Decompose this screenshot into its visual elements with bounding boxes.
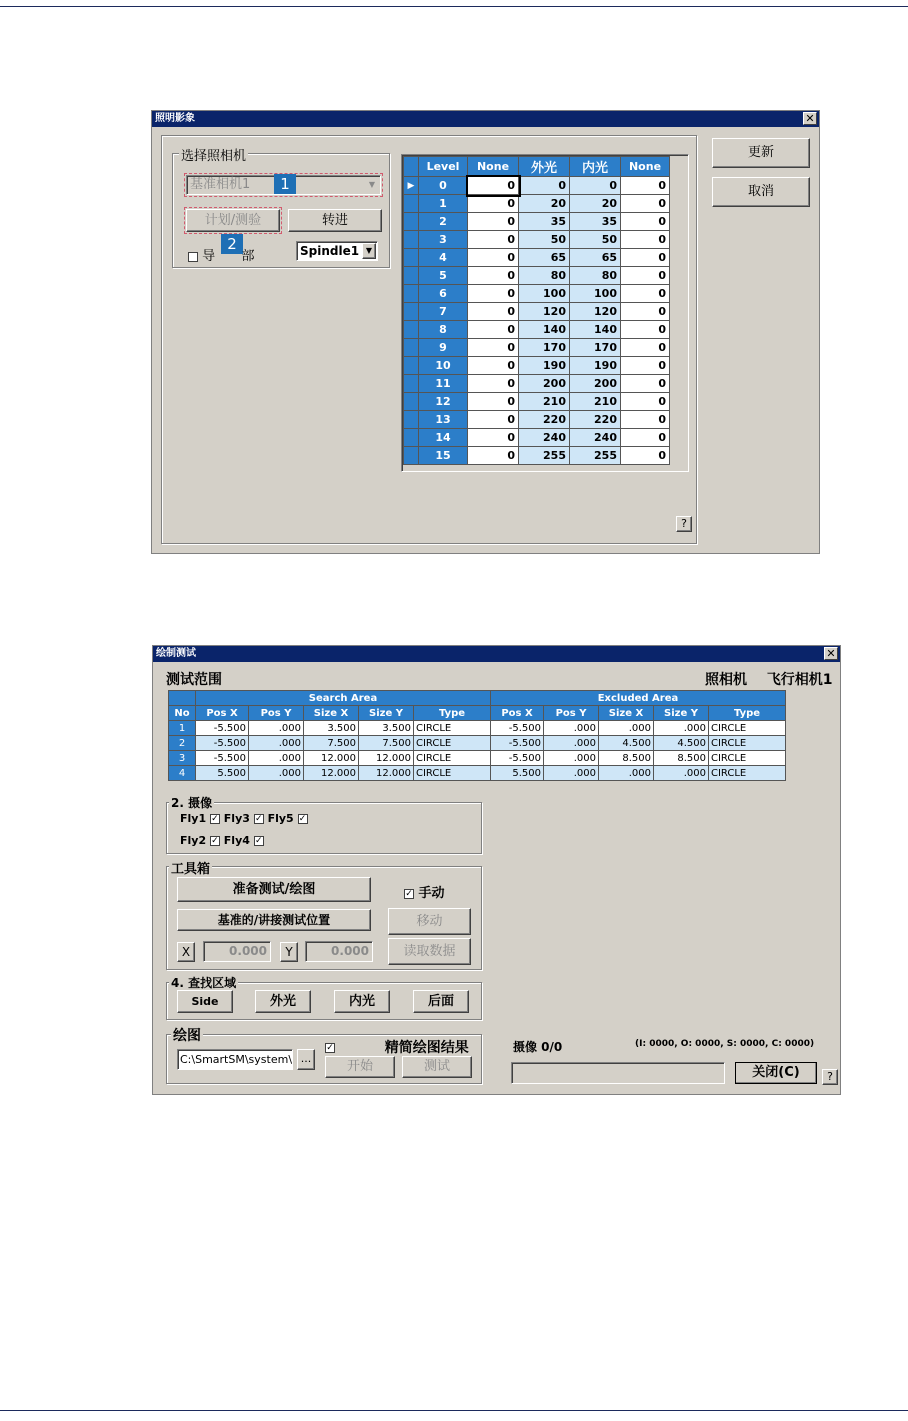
close-button[interactable]: 关闭(C): [735, 1062, 817, 1084]
value-cell[interactable]: 120: [519, 303, 570, 321]
value-cell[interactable]: 170: [570, 339, 621, 357]
row-indicator: [404, 447, 419, 465]
value-cell[interactable]: 0: [468, 321, 519, 339]
value-cell[interactable]: 200: [519, 375, 570, 393]
value-cell[interactable]: 0: [468, 195, 519, 213]
data-cell[interactable]: .000: [544, 766, 599, 781]
level-cell: 12: [419, 393, 468, 411]
table-row[interactable]: [169, 751, 786, 766]
value-cell[interactable]: 0: [468, 339, 519, 357]
table-row[interactable]: [404, 357, 670, 375]
data-cell[interactable]: .000: [599, 721, 654, 736]
value-cell[interactable]: 0: [621, 411, 670, 429]
dialog-title: 照明影象: [155, 113, 195, 124]
table-row[interactable]: [404, 429, 670, 447]
data-cell[interactable]: 7.500: [304, 736, 359, 751]
move-button[interactable]: 移动: [388, 908, 471, 935]
data-cell[interactable]: .000: [654, 721, 709, 736]
level-cell: 5: [419, 267, 468, 285]
import-label-suffix: 部: [241, 249, 255, 264]
x-label: X: [177, 942, 195, 962]
row-indicator: [404, 249, 419, 267]
row-indicator: [404, 339, 419, 357]
value-cell[interactable]: 0: [621, 303, 670, 321]
level-cell: 15: [419, 447, 468, 465]
level-cell: 7: [419, 303, 468, 321]
advance-button[interactable]: 转进: [288, 209, 382, 232]
value-cell[interactable]: 0: [519, 177, 570, 195]
row-indicator: [404, 285, 419, 303]
row-number-cell: 4: [169, 766, 196, 781]
table-row[interactable]: [169, 766, 786, 781]
col-header: No: [169, 706, 196, 721]
value-cell[interactable]: 0: [621, 249, 670, 267]
outer-light-button[interactable]: 外光: [255, 990, 311, 1013]
value-cell[interactable]: 20: [570, 195, 621, 213]
spindle-select[interactable]: [296, 241, 378, 261]
level-cell: 8: [419, 321, 468, 339]
inner-light-button[interactable]: 内光: [334, 990, 390, 1013]
fly2-label: Fly2: [180, 834, 207, 847]
toolbox-group-label: 工具箱: [169, 858, 212, 877]
row-pointer-icon: ▶: [404, 177, 419, 195]
table-row[interactable]: [169, 721, 786, 736]
progress-bar: [511, 1062, 725, 1084]
prepare-test-button[interactable]: 准备测试/绘图: [177, 877, 371, 902]
lighting-dialog: [151, 110, 820, 554]
col-header: Size X: [599, 706, 654, 721]
value-cell[interactable]: 0: [621, 321, 670, 339]
value-cell[interactable]: 100: [570, 285, 621, 303]
draw-test-dialog: [152, 645, 841, 1095]
col-header: Pos X: [196, 706, 249, 721]
data-cell[interactable]: CIRCLE: [709, 766, 786, 781]
value-cell[interactable]: 190: [570, 357, 621, 375]
value-cell[interactable]: 0: [468, 303, 519, 321]
close-icon[interactable]: ✕: [824, 647, 838, 660]
row-indicator: [404, 195, 419, 213]
fly4-checkbox[interactable]: ✓: [254, 836, 263, 846]
data-cell[interactable]: CIRCLE: [414, 751, 491, 766]
row-indicator: [404, 231, 419, 249]
data-cell[interactable]: 3.500: [359, 721, 414, 736]
value-cell[interactable]: 0: [468, 429, 519, 447]
fly2-checkbox[interactable]: ✓: [211, 836, 219, 846]
cancel-button[interactable]: 取消: [712, 177, 810, 207]
row-indicator: [404, 321, 419, 339]
manual-label: 手动: [418, 886, 445, 901]
data-cell[interactable]: 8.500: [599, 751, 654, 766]
level-cell: 11: [419, 375, 468, 393]
import-row: [188, 245, 254, 264]
data-cell[interactable]: -5.500: [196, 736, 249, 751]
side-button[interactable]: Side: [177, 990, 233, 1013]
level-cell: 2: [419, 213, 468, 231]
fly4-label: Fly4: [223, 834, 250, 847]
row-number-cell: 2: [169, 736, 196, 751]
table-row[interactable]: [404, 411, 670, 429]
value-cell[interactable]: 20: [519, 195, 570, 213]
value-cell[interactable]: 0: [621, 357, 670, 375]
data-cell[interactable]: 5.500: [491, 766, 544, 781]
start-button[interactable]: 开始: [325, 1056, 395, 1078]
value-cell[interactable]: 0: [468, 393, 519, 411]
data-cell[interactable]: 12.000: [359, 751, 414, 766]
help-icon[interactable]: ?: [822, 1069, 838, 1085]
value-cell[interactable]: 0: [621, 285, 670, 303]
col-header: Size X: [304, 706, 359, 721]
row-indicator: [404, 357, 419, 375]
plan-test-button[interactable]: 计划/测验: [186, 209, 280, 232]
fly1-checkbox[interactable]: ✓: [211, 814, 219, 824]
value-cell[interactable]: 0: [621, 213, 670, 231]
data-cell[interactable]: -5.500: [491, 751, 544, 766]
simplify-row: [325, 1037, 469, 1057]
col-header: Size Y: [654, 706, 709, 721]
data-cell[interactable]: .000: [249, 736, 304, 751]
dialog-title: 绘制测试: [156, 648, 196, 659]
update-button[interactable]: 更新: [712, 138, 810, 168]
data-cell[interactable]: .000: [544, 736, 599, 751]
table-row[interactable]: [169, 736, 786, 751]
col-header: Type: [709, 706, 786, 721]
camera-group-label: 选择照相机: [179, 145, 248, 164]
value-cell[interactable]: 65: [519, 249, 570, 267]
value-cell[interactable]: 0: [621, 447, 670, 465]
data-cell[interactable]: -5.500: [491, 736, 544, 751]
value-cell[interactable]: 35: [519, 213, 570, 231]
col-header: Level: [419, 157, 468, 177]
simplify-label: 精简绘图结果: [384, 1040, 469, 1056]
row-indicator: [404, 213, 419, 231]
test-button[interactable]: 测试: [402, 1056, 472, 1078]
fly-row-2: [180, 834, 264, 847]
fly-row-1: [180, 812, 308, 825]
top-rule: [0, 6, 908, 7]
value-cell[interactable]: 240: [519, 429, 570, 447]
level-cell: 1: [419, 195, 468, 213]
range-label: 测试范围: [166, 672, 222, 688]
value-cell[interactable]: 0: [468, 267, 519, 285]
x-input[interactable]: 0.000: [203, 941, 271, 962]
fly1-label: Fly1: [180, 812, 207, 825]
data-cell[interactable]: CIRCLE: [414, 736, 491, 751]
data-cell[interactable]: .000: [544, 751, 599, 766]
col-header: Size Y: [359, 706, 414, 721]
base-position-button[interactable]: 基准的/讲接测试位置: [177, 909, 371, 931]
data-cell[interactable]: -5.500: [196, 721, 249, 736]
table-row[interactable]: [404, 393, 670, 411]
data-cell[interactable]: CIRCLE: [709, 721, 786, 736]
data-cell[interactable]: CIRCLE: [709, 736, 786, 751]
data-cell[interactable]: -5.500: [196, 751, 249, 766]
camera-label: [705, 669, 833, 689]
fly3-label: Fly3: [223, 812, 250, 825]
value-cell[interactable]: 200: [570, 375, 621, 393]
chevron-down-icon: ▼: [368, 180, 376, 189]
value-cell[interactable]: 0: [621, 195, 670, 213]
value-cell[interactable]: 0: [621, 393, 670, 411]
value-cell[interactable]: 0: [621, 177, 670, 195]
value-cell[interactable]: 0: [621, 231, 670, 249]
value-cell[interactable]: 140: [519, 321, 570, 339]
import-label: 导: [202, 249, 216, 264]
row-indicator: [404, 393, 419, 411]
table-row[interactable]: [404, 303, 670, 321]
value-cell[interactable]: 0: [468, 231, 519, 249]
fly5-checkbox[interactable]: ✓: [298, 814, 307, 824]
close-icon[interactable]: ✕: [803, 112, 817, 125]
light-level-table: [403, 156, 670, 465]
row-indicator: [404, 375, 419, 393]
search-area-header: Search Area: [196, 691, 491, 706]
camera-value: 飞行相机1: [766, 672, 833, 688]
col-header: None: [621, 157, 670, 177]
table-corner: [404, 157, 419, 177]
data-cell[interactable]: CIRCLE: [414, 766, 491, 781]
table-corner: [169, 691, 196, 706]
col-header: Pos Y: [249, 706, 304, 721]
value-cell[interactable]: 50: [570, 231, 621, 249]
value-cell[interactable]: 120: [570, 303, 621, 321]
value-cell[interactable]: 100: [519, 285, 570, 303]
value-cell[interactable]: 50: [519, 231, 570, 249]
path-input[interactable]: C:\SmartSM\system\: [177, 1049, 293, 1070]
table-row[interactable]: [404, 195, 670, 213]
data-cell[interactable]: .000: [249, 721, 304, 736]
read-data-button[interactable]: 读取数据: [388, 938, 471, 965]
data-cell[interactable]: 4.500: [654, 736, 709, 751]
value-cell[interactable]: 255: [570, 447, 621, 465]
level-cell: 3: [419, 231, 468, 249]
level-cell: 6: [419, 285, 468, 303]
value-cell[interactable]: 240: [570, 429, 621, 447]
bottom-rule: [0, 1410, 908, 1411]
chevron-down-icon[interactable]: ▼: [362, 243, 376, 259]
table-row[interactable]: [404, 339, 670, 357]
value-cell[interactable]: 65: [570, 249, 621, 267]
value-cell[interactable]: 210: [519, 393, 570, 411]
value-cell[interactable]: 0: [468, 447, 519, 465]
data-cell[interactable]: 7.500: [359, 736, 414, 751]
value-cell[interactable]: 0: [468, 177, 519, 195]
col-header: Pos Y: [544, 706, 599, 721]
data-cell[interactable]: 3.500: [304, 721, 359, 736]
data-cell[interactable]: .000: [249, 766, 304, 781]
value-cell[interactable]: 0: [468, 357, 519, 375]
camera-select-value: 基准相机1: [190, 177, 251, 192]
value-cell[interactable]: 210: [570, 393, 621, 411]
col-header: 外光: [519, 157, 570, 177]
row-indicator: [404, 267, 419, 285]
value-cell[interactable]: 0: [621, 339, 670, 357]
level-cell: 13: [419, 411, 468, 429]
value-cell[interactable]: 0: [621, 429, 670, 447]
table-row[interactable]: [404, 285, 670, 303]
level-cell: 0: [419, 177, 468, 195]
dialog-titlebar: [153, 646, 840, 662]
y-label: Y: [280, 942, 298, 962]
data-cell[interactable]: .000: [544, 721, 599, 736]
value-cell[interactable]: 0: [621, 375, 670, 393]
table-row[interactable]: [404, 249, 670, 267]
level-cell: 9: [419, 339, 468, 357]
data-cell[interactable]: 5.500: [196, 766, 249, 781]
value-cell[interactable]: 140: [570, 321, 621, 339]
camera-caption: 照相机: [705, 672, 747, 688]
table-row[interactable]: [404, 213, 670, 231]
excluded-area-header: Excluded Area: [491, 691, 786, 706]
value-cell[interactable]: 190: [519, 357, 570, 375]
value-cell[interactable]: 80: [570, 267, 621, 285]
value-cell[interactable]: 0: [468, 249, 519, 267]
value-cell[interactable]: 220: [570, 411, 621, 429]
level-cell: 4: [419, 249, 468, 267]
manual-row: [404, 882, 445, 901]
data-cell[interactable]: 8.500: [654, 751, 709, 766]
value-cell[interactable]: 0: [468, 213, 519, 231]
value-cell[interactable]: 220: [519, 411, 570, 429]
table-row[interactable]: [404, 177, 670, 195]
table-row[interactable]: [404, 375, 670, 393]
data-cell[interactable]: CIRCLE: [414, 721, 491, 736]
table-row[interactable]: [404, 447, 670, 465]
data-cell[interactable]: .000: [249, 751, 304, 766]
y-input[interactable]: 0.000: [305, 941, 373, 962]
manual-checkbox[interactable]: ✓: [405, 888, 413, 899]
level-cell: 14: [419, 429, 468, 447]
row-indicator: [404, 429, 419, 447]
value-cell[interactable]: 0: [621, 267, 670, 285]
table-row[interactable]: [404, 321, 670, 339]
dialog-titlebar: [152, 111, 819, 127]
data-cell[interactable]: 4.500: [599, 736, 654, 751]
fly3-checkbox[interactable]: ✓: [254, 814, 263, 824]
callout-badge-2: 2: [221, 234, 243, 254]
imaging-group-label: 2. 摄像: [171, 796, 213, 810]
spindle-select-value: Spindle1: [300, 244, 360, 258]
data-cell[interactable]: 12.000: [304, 766, 359, 781]
col-header: Pos X: [491, 706, 544, 721]
area-table: [168, 690, 786, 781]
table-row[interactable]: [404, 231, 670, 249]
data-cell[interactable]: .000: [599, 766, 654, 781]
value-cell[interactable]: 0: [570, 177, 621, 195]
value-cell[interactable]: 255: [519, 447, 570, 465]
row-indicator: [404, 303, 419, 321]
draw-group-label: 绘图: [171, 1025, 203, 1045]
row-number-cell: 3: [169, 751, 196, 766]
value-cell[interactable]: 35: [570, 213, 621, 231]
data-cell[interactable]: CIRCLE: [709, 751, 786, 766]
camera-status: 摄像 0/0: [513, 1040, 563, 1054]
value-cell[interactable]: 0: [468, 411, 519, 429]
data-cell[interactable]: 12.000: [359, 766, 414, 781]
find-area-label: 4. 查找区域: [171, 976, 237, 990]
data-cell[interactable]: -5.500: [491, 721, 544, 736]
col-header: None: [468, 157, 519, 177]
value-cell[interactable]: 0: [468, 375, 519, 393]
data-cell[interactable]: .000: [654, 766, 709, 781]
value-cell[interactable]: 170: [519, 339, 570, 357]
fly5-label: Fly5: [267, 812, 294, 825]
value-cell[interactable]: 0: [468, 285, 519, 303]
level-cell: 10: [419, 357, 468, 375]
data-cell[interactable]: 12.000: [304, 751, 359, 766]
col-header: Type: [414, 706, 491, 721]
callout-badge-1: 1: [274, 174, 296, 194]
coords-status: (I: 0000, O: 0000, S: 0000, C: 0000): [635, 1039, 815, 1049]
value-cell[interactable]: 80: [519, 267, 570, 285]
import-checkbox[interactable]: [188, 252, 198, 262]
simplify-checkbox[interactable]: ✓: [326, 1043, 334, 1053]
col-header: 内光: [570, 157, 621, 177]
table-row[interactable]: [404, 267, 670, 285]
back-button[interactable]: 后面: [413, 990, 469, 1013]
row-indicator: [404, 411, 419, 429]
browse-button[interactable]: ...: [297, 1049, 315, 1070]
help-icon[interactable]: ?: [676, 516, 692, 532]
row-number-cell: 1: [169, 721, 196, 736]
